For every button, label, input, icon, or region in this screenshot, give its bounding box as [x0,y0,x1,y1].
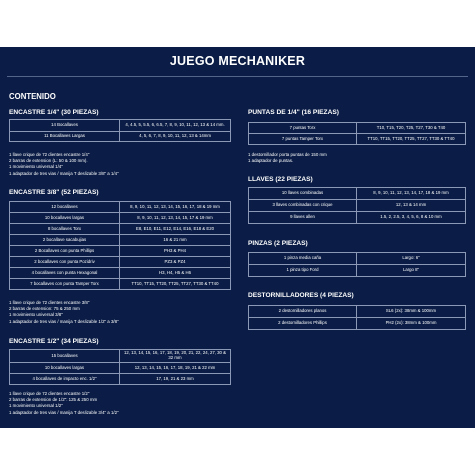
table-row [10,350,231,363]
table-row [249,188,466,200]
table-encastre-12 [9,349,231,385]
table-row [249,265,466,277]
title-divider [7,76,468,77]
table-row [249,200,466,212]
cell-sizes: 17, 19, 21 & 23 mm [120,374,231,385]
table-row [249,212,466,224]
cell-sizes: 4, 4.5, 5, 5.5, 6, 6.5, 7, 8, 9, 10, 11, 12, 13 & 14 mm. [120,120,231,132]
cell-item: 4 bocallaves de impacto enc. 1/2" [10,374,120,385]
cell-item: 10 bocallaves largas [10,363,120,374]
section-title-encastre-12: ENCASTRE 1/2" (34 PIEZAS) [9,338,99,345]
cell-item: 2 destornilladores Phillips [249,318,357,330]
cell-item: 8 bocallaves Torx [10,224,120,235]
note-line: 1 llave crique de 72 dientes encastre 3/8" [9,300,90,305]
cell-sizes: PZ3 & PZ4 [120,257,231,268]
note-line: 1 movimiento universal 3/8" [9,312,63,318]
note-line: 1 movimiento universal 1/4" [9,164,63,170]
cell-sizes: H3, H4, H5 & H6 [120,268,231,279]
cell-sizes: T10, T15, T20, T25, T27, T30 & T40 [357,123,466,134]
table-row [10,132,231,142]
section-title-pinzas: PINZAS (2 PIEZAS) [248,240,308,247]
notes-encastre-12 [9,391,119,416]
table-encastre-14 [9,119,231,142]
note-line: 1 llave crique de 72 dientes encastre 1/2" [9,391,90,396]
cell-sizes: 12, 13 & 14 mm [357,200,466,212]
table-row [10,120,231,132]
section-title-destornilladores: DESTORNILLADORES (4 PIEZAS) [248,292,354,299]
cell-item: 3 llaves combinadas con crique [249,200,357,212]
table-row [10,279,231,290]
table-puntas [248,122,466,145]
cell-sizes: Largo 8" [357,265,466,277]
cell-sizes: Largo: 6" [357,253,466,265]
cell-sizes: TT10, TT15, TT20, TT25, TT27, TT30 & TT40 [357,134,466,145]
cell-sizes: 12, 13, 14, 15, 16, 17, 18, 19, 21 & 22 mm [120,363,231,374]
table-row [249,134,466,145]
cell-item: 10 llaves combinadas [249,188,357,200]
cell-sizes: 4, 5, 6, 7, 8, 9, 10, 11, 12, 13 & 14mm [120,132,231,142]
note-line: 1 movimiento universal 1/2" [9,403,63,409]
note-line: 2 barras de extension: 75 & 250 mm [9,306,80,312]
cell-item: 1 pinza media caña [249,253,357,265]
cell-sizes: 12, 13, 14, 15, 16, 17, 18, 19, 20, 21, 22, 24, 27, 30 & 32 mm [120,350,231,363]
note-line: 2 barras de extension (L: 50 & 100 mm). [9,158,88,164]
cell-item: 7 puntas Torx [249,123,357,134]
cell-sizes: 8, 9, 10, 11, 12, 13, 14, 15, 16, 17, 18 & 19 mm [120,202,231,213]
table-row [10,224,231,235]
document-sheet [0,47,475,428]
note-line: 1 llave crique de 72 dientes encastre 1/4" [9,152,90,157]
table-llaves [248,187,466,224]
section-title-encastre-14: ENCASTRE 1/4" (30 PIEZAS) [9,109,99,116]
cell-sizes: 1.5, 2, 2.5, 3, 4, 5, 6, 8 & 10 mm [357,212,466,224]
cell-item: 9 llaves allen [249,212,357,224]
cell-item: 14 Bocallaves [10,120,120,132]
cell-sizes: PH2 (2x): 38mm & 100mm [357,318,466,330]
cell-item: 2 bocallaves con punta Pozidriv [10,257,120,268]
table-row [249,123,466,134]
cell-item: 7 puntas Tamper Torx [249,134,357,145]
cell-sizes: TT10, TT15, TT20, TT25, TT27, TT30 & TT40 [120,279,231,290]
notes-puntas [248,152,327,164]
notes-encastre-14 [9,152,119,177]
cell-sizes: PH3 & PH4 [120,246,231,257]
table-row [10,268,231,279]
section-title-puntas: PUNTAS DE 1/4" (16 PIEZAS) [248,109,339,116]
cell-item: 10 bocallaves largas [10,213,120,224]
note-line: 1 destornillador porta puntas de 150 mm [248,152,327,157]
table-row [10,257,231,268]
cell-item: 2 destornilladores planos [249,306,357,318]
cell-sizes: 16 & 21 mm [120,235,231,246]
cell-item: 2 Bocallaves con punta Phillips [10,246,120,257]
cell-item: 11 Bocallaves Largas [10,132,120,142]
cell-item: 12 bocallaves [10,202,120,213]
cell-item: 2 bocallave sacabujias [10,235,120,246]
note-line: 1 adaptador de tres vias / manija T deslizable 1/2" a 3/8" [9,318,119,324]
table-row [10,213,231,224]
cell-sizes: 8, 9, 10, 11, 12, 13, 14, 17, 18 & 19 mm [357,188,466,200]
section-title-encastre-38: ENCASTRE 3/8" (52 PIEZAS) [9,189,99,196]
notes-encastre-38 [9,300,119,325]
note-line: 2 barras de extension de 1/2": 125 & 250 mm [9,397,98,403]
section-title-llaves: LLAVES (22 PIEZAS) [248,176,313,183]
table-row [249,253,466,265]
table-encastre-38 [9,201,231,290]
table-row [10,374,231,385]
table-row [10,363,231,374]
table-row [249,318,466,330]
note-line: 1 adaptador de puntas. [248,158,294,164]
cell-sizes: E8, E10, E11, E12, E14, E16, E18 & E20 [120,224,231,235]
cell-item: 1 pinza tipo Ford [249,265,357,277]
note-line: 1 adaptador de tres vias / manija T deslizable 3/4" a 1/2" [9,409,119,415]
table-row [10,235,231,246]
cell-sizes: SL6 (2x): 38mm & 100mm [357,306,466,318]
note-line: 1 adaptador de tres vias / manija T deslizable 3/8" a 1/4" [9,170,119,176]
table-row [249,306,466,318]
table-row [10,202,231,213]
cell-item: 7 bocallaves con punta Tamper Torx [10,279,120,290]
document-title: JUEGO MECHANIKER [169,54,306,68]
cell-item: 4 bocallaves con punta Hexagonal [10,268,120,279]
cell-sizes: 8, 9, 10, 11, 12, 13, 14, 15, 17 & 19 mm [120,213,231,224]
table-row [10,246,231,257]
table-destornilladores [248,305,466,330]
table-pinzas [248,252,466,277]
contents-heading: CONTENIDO [9,92,56,101]
cell-item: 15 bocallaves [10,350,120,363]
